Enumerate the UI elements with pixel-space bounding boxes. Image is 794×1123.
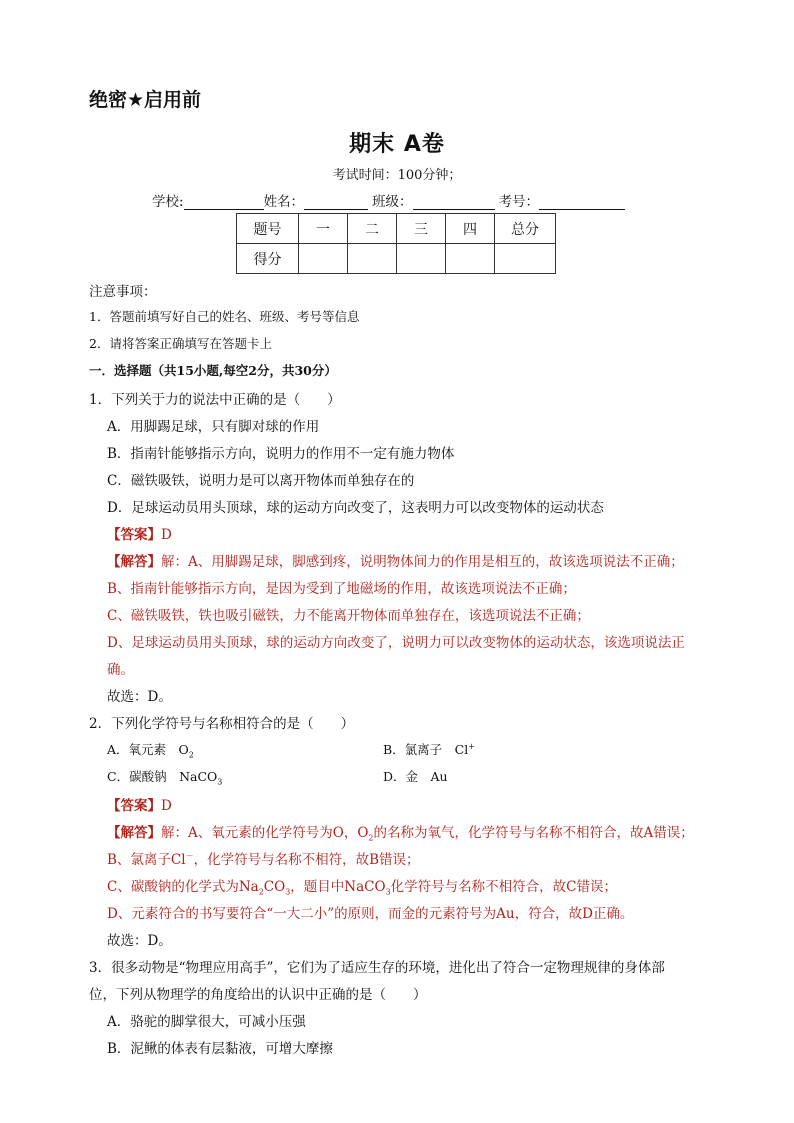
analysis-line: C、磁铁吸铁，铁也吸引磁铁，力不能离开物体而单独存在，该选项说法不正确；: [107, 608, 590, 624]
question-stem: 2．下列化学符号与名称相符合的是（ ）: [89, 716, 355, 732]
question-stem: 1．下列关于力的说法中正确的是（ ）: [89, 392, 341, 408]
analysis-text: 解：A、氧元素的化学符号为O，O: [161, 825, 369, 841]
subscript: 3: [217, 777, 223, 787]
question-stem: 3．很多动物是“物理应用高手”，它们为了适应生存的环境，进化出了符合一定物理规律的身体部: [89, 960, 665, 976]
student-info-line: [152, 190, 625, 210]
confidential-mark: 绝密★启用前: [89, 89, 202, 111]
question-stem-continued: 位，下列从物理学的角度给出的认识中正确的是（ ）: [89, 987, 427, 1003]
school-blank[interactable]: [184, 195, 264, 210]
answer-tag: 【答案】: [107, 527, 161, 543]
note-item: 1．答题前填写好自己的姓名、班级、考号等信息: [89, 309, 360, 324]
analysis-text: 的名称为氧气，化学符号与名称不相符合，故A错误；: [373, 825, 694, 841]
class-blank[interactable]: [413, 195, 495, 210]
option-a: A．骆驼的脚掌很大，可减小压强: [107, 1014, 306, 1030]
superscript: +: [468, 741, 475, 751]
score-cell: 题号: [237, 214, 299, 244]
analysis-line: [107, 875, 617, 897]
analysis-text: CO: [263, 879, 286, 895]
subscript: 2: [188, 750, 194, 760]
option-text: C．碳酸钠 NaCO: [107, 769, 218, 784]
answer-tag: 【答案】: [107, 798, 161, 814]
score-cell: 一: [299, 214, 348, 244]
analysis-line: [107, 848, 420, 868]
option-a: A．用脚踢足球，只有脚对球的作用: [107, 419, 320, 435]
analysis-line: D、足球运动员用头顶球，球的运动方向改变了，说明力可以改变物体的运动状态，该选项说法正: [107, 635, 685, 651]
option-text: A．氧元素 O: [107, 742, 189, 757]
answer-value: D: [161, 798, 172, 814]
score-input-cell[interactable]: [348, 244, 397, 274]
analysis-text: 化学符号与名称不相符合，故C错误；: [390, 879, 617, 895]
analysis-line: B、指南针能够指示方向，是因为受到了地磁场的作用，故该选项说法不正确；: [107, 581, 576, 597]
option-b: [383, 740, 475, 758]
score-cell: 三: [397, 214, 446, 244]
analysis-tag: 【解答】: [107, 825, 161, 841]
notes-title: 注意事项：: [89, 284, 157, 300]
name-blank[interactable]: [304, 195, 368, 210]
answer-value: D: [161, 527, 172, 543]
analysis-line: [107, 821, 694, 843]
superscript: －: [185, 851, 194, 861]
score-cell: 总分: [495, 214, 556, 244]
option-d: D．金 Au: [383, 769, 448, 784]
answer-line: [107, 794, 172, 814]
number-blank[interactable]: [539, 195, 625, 210]
note-item: 2．请将答案正确填写在答题卡上: [89, 336, 272, 351]
analysis-text: B、氯离子Cl: [107, 852, 186, 868]
option-c: [107, 767, 222, 787]
analysis-text: ，题目中NaCO: [290, 879, 386, 895]
option-c: C．磁铁吸铁，说明力是可以离开物体而单独存在的: [107, 473, 415, 489]
answer-line: [107, 523, 172, 543]
score-input-cell[interactable]: [446, 244, 495, 274]
subscript: 2: [258, 887, 264, 897]
option-text: B．氯离子 Cl: [383, 742, 469, 757]
exam-time: 考试时间：100分钟；: [332, 168, 462, 183]
score-table-score-row: [237, 244, 556, 274]
analysis-text: 解：A、用脚踢足球，脚感到疼，说明物体间力的作用是相互的，故该选项说法不正确；: [161, 554, 684, 570]
score-cell: 得分: [237, 244, 299, 274]
subscript: 2: [368, 833, 374, 843]
score-cell: 四: [446, 214, 495, 244]
analysis-line: D、元素符合的书写要符合“一大二小”的原则，而金的元素符号为Au，符合，故D正确。: [107, 906, 634, 922]
analysis-text: C、碳酸钠的化学式为Na: [107, 879, 259, 895]
number-label: 考号：: [498, 194, 540, 210]
choose-line: 故选：D。: [107, 689, 172, 705]
analysis-text: ，化学符号与名称不相符，故B错误；: [193, 852, 420, 868]
option-a: [107, 740, 194, 760]
option-b: B．泥鳅的体表有层黏液，可增大摩擦: [107, 1041, 333, 1057]
option-d: D．足球运动员用头顶球，球的运动方向改变了，这表明力可以改变物体的运动状态: [107, 500, 604, 516]
option-b: B．指南针能够指示方向，说明力的作用不一定有施力物体: [107, 446, 455, 462]
analysis-line: [107, 550, 684, 570]
school-label: 学校:: [152, 194, 184, 210]
exam-title: 期末 A卷: [349, 132, 445, 157]
subscript: 3: [285, 887, 291, 897]
section-heading: 一．选择题（共15小题,每空2分，共30分）: [89, 363, 337, 378]
choose-line: 故选：D。: [107, 933, 172, 949]
analysis-tag: 【解答】: [107, 554, 161, 570]
score-input-cell[interactable]: [397, 244, 446, 274]
score-table: [236, 213, 556, 274]
subscript: 3: [385, 887, 391, 897]
analysis-line: 确。: [107, 662, 134, 678]
class-label: 班级：: [372, 194, 413, 210]
name-label: 姓名：: [263, 194, 305, 210]
score-table-header-row: [237, 214, 556, 244]
score-cell: 二: [348, 214, 397, 244]
score-input-cell[interactable]: [299, 244, 348, 274]
score-input-cell[interactable]: [495, 244, 556, 274]
